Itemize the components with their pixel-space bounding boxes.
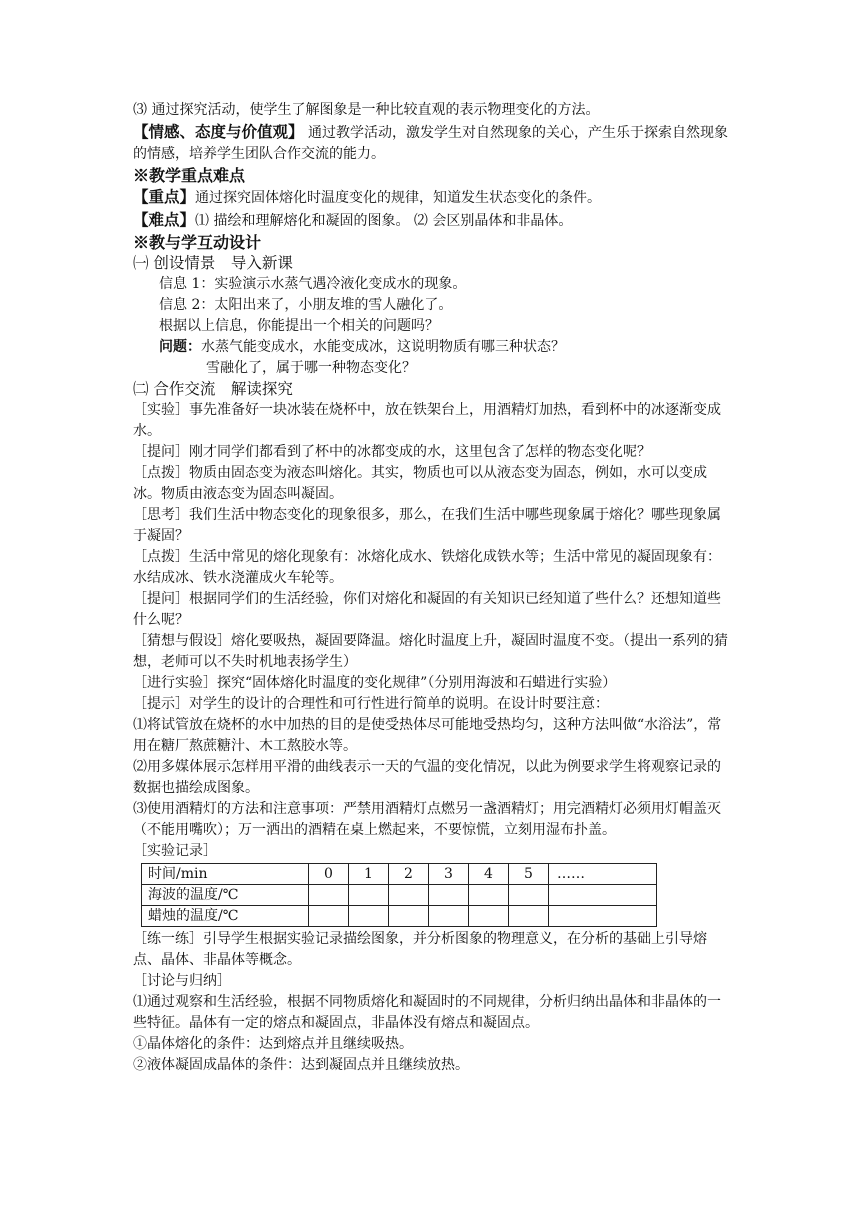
question-2: 雪融化了，属于哪一种物态变化？	[206, 360, 416, 376]
para-practice: ［练一练］引导学生根据实验记录描绘图象，并分析图象的物理意义，在分析的基础上引导熔点、晶体、非晶体等概念。	[133, 931, 707, 968]
section-heading-key-points: ※教学重点难点	[133, 166, 246, 185]
para-melting-condition: ①晶体熔化的条件：达到熔点并且继续吸热。	[133, 1036, 413, 1052]
table-cell: 5	[509, 864, 549, 885]
para-summary: ⑴通过观察和生活经验，根据不同物质熔化和凝固时的不同规律，分析归纳出晶体和非晶体的一些特征。晶体有一定的熔点和凝固点，非晶体没有熔点和凝固点。	[133, 994, 721, 1031]
section-heading-interaction: ※教与学互动设计	[133, 233, 262, 252]
table-row	[142, 864, 657, 885]
subsection-1: ㈠ 创设情景 导入新课	[133, 254, 293, 272]
question-label: 问题：	[159, 339, 201, 355]
difficulty	[133, 209, 733, 232]
para-experiment: ［实验］事先准备好一块冰装在烧杯中，放在铁架台上，用酒精灯加热，看到杯中的冰逐渐变成水。	[133, 402, 721, 439]
table-header-cell: 时间/min	[142, 864, 309, 885]
table-row-label: 海波的温度/℃	[142, 885, 309, 906]
table-row-label: 蜡烛的温度/℃	[142, 906, 309, 927]
para-solidifying-condition: ②液体凝固成晶体的条件：达到凝固点并且继续放热。	[133, 1057, 469, 1073]
emotion-text: 通过教学活动，激发学生对自然现象的关心，产生乐于探索自然现象的情感，培养学生团队合作交流的能力。	[133, 125, 728, 162]
table-cell	[429, 906, 469, 927]
emotion-objective	[133, 121, 733, 165]
table-row	[142, 906, 657, 927]
table-cell	[509, 885, 549, 906]
para-question: ［提问］刚才同学们都看到了杯中的冰都变成的水，这里包含了怎样的物态变化呢？	[133, 444, 651, 460]
table-cell	[549, 906, 657, 927]
table-cell	[349, 906, 389, 927]
table-cell	[309, 906, 349, 927]
table-cell: 0	[309, 864, 349, 885]
para-think: ［思考］我们生活中物态变化的现象很多，那么，在我们生活中哪些现象属于熔化？哪些现象属于凝固？	[133, 507, 721, 544]
table-cell	[389, 885, 429, 906]
para-hint-1: ［点拨］物质由固态变为液态叫熔化。其实，物质也可以从液态变为固态，例如，水可以变成冰。物质由液态变为固态叫凝固。	[133, 465, 707, 502]
table-cell: 1	[349, 864, 389, 885]
question-1	[133, 337, 733, 358]
key-point-label: 【重点】	[133, 187, 196, 206]
table-cell: 4	[469, 864, 509, 885]
table-cell: 3	[429, 864, 469, 885]
table-cell	[549, 885, 657, 906]
table-cell	[469, 885, 509, 906]
table-cell: ……	[549, 864, 657, 885]
para-conduct-experiment: ［进行实验］探究“固体熔化时温度的变化规律”（分别用海波和石蜡进行实验）	[133, 675, 617, 691]
discussion-label: ［讨论与归纳］	[133, 973, 231, 989]
key-point	[133, 186, 733, 209]
para-note-2: ⑵用多媒体展示怎样用平滑的曲线表示一天的气温的变化情况，以此为例要求学生将观察记录的数据也描绘成图象。	[133, 759, 721, 796]
experiment-record-label: ［实验记录］	[133, 843, 217, 859]
experiment-record-table	[141, 863, 657, 927]
para-note-3: ⑶使用酒精灯的方法和注意事项：严禁用酒精灯点燃另一盏酒精灯；用完酒精灯必须用灯帽盖灭（不能用嘴吹）；万一洒出的酒精在桌上燃起来，不要惊慌，立刻用湿布扑盖。	[133, 801, 721, 838]
difficulty-label: 【难点】	[133, 210, 196, 229]
question-1-text: 水蒸气能变成水，水能变成冰，这说明物质有哪三种状态？	[201, 339, 565, 355]
table-cell	[469, 906, 509, 927]
table-cell	[389, 906, 429, 927]
table-cell	[429, 885, 469, 906]
objective-3: ⑶ 通过探究活动，使学生了解图象是一种比较直观的表示物理变化的方法。	[133, 102, 600, 118]
document-page	[133, 100, 733, 1076]
para-hypothesis: ［猜想与假设］熔化要吸热，凝固要降温。熔化时温度上升，凝固时温度不变。（提出一系列的猜想，老师可以不失时机地表扬学生）	[133, 633, 728, 670]
info-question-prompt: 根据以上信息，你能提出一个相关的问题吗？	[159, 318, 439, 334]
table-cell	[509, 906, 549, 927]
para-hint-2: ［点拨］生活中常见的熔化现象有：冰熔化成水、铁熔化成铁水等；生活中常见的凝固现象有：水结成冰、铁水浇灌成火车轮等。	[133, 549, 721, 586]
para-question-2: ［提问］根据同学们的生活经验，你们对熔化和凝固的有关知识已经知道了些什么？还想知道些什么呢？	[133, 591, 721, 628]
para-tip: ［提示］对学生的设计的合理性和可行性进行简单的说明。在设计时要注意：	[133, 696, 609, 712]
info-2: 信息 2：太阳出来了，小朋友堆的雪人融化了。	[159, 297, 453, 313]
subsection-2: ㈡ 合作交流 解读探究	[133, 380, 293, 398]
emotion-heading: 【情感、态度与价值观】	[133, 122, 304, 141]
para-note-1: ⑴将试管放在烧杯的水中加热的目的是使受热体尽可能地受热均匀，这种方法叫做“水浴法”，常用在糖厂熬蔗糖汁、木工熬胶水等。	[133, 717, 722, 754]
info-1: 信息 1：实验演示水蒸气遇冷液化变成水的现象。	[159, 276, 467, 292]
table-cell	[349, 885, 389, 906]
key-point-text: 通过探究固体熔化时温度变化的规律，知道发生状态变化的条件。	[195, 190, 602, 206]
table-cell: 2	[389, 864, 429, 885]
table-cell	[309, 885, 349, 906]
table-row	[142, 885, 657, 906]
difficulty-text: ⑴ 描绘和理解熔化和凝固的图象。 ⑵ 会区别晶体和非晶体。	[195, 213, 573, 229]
